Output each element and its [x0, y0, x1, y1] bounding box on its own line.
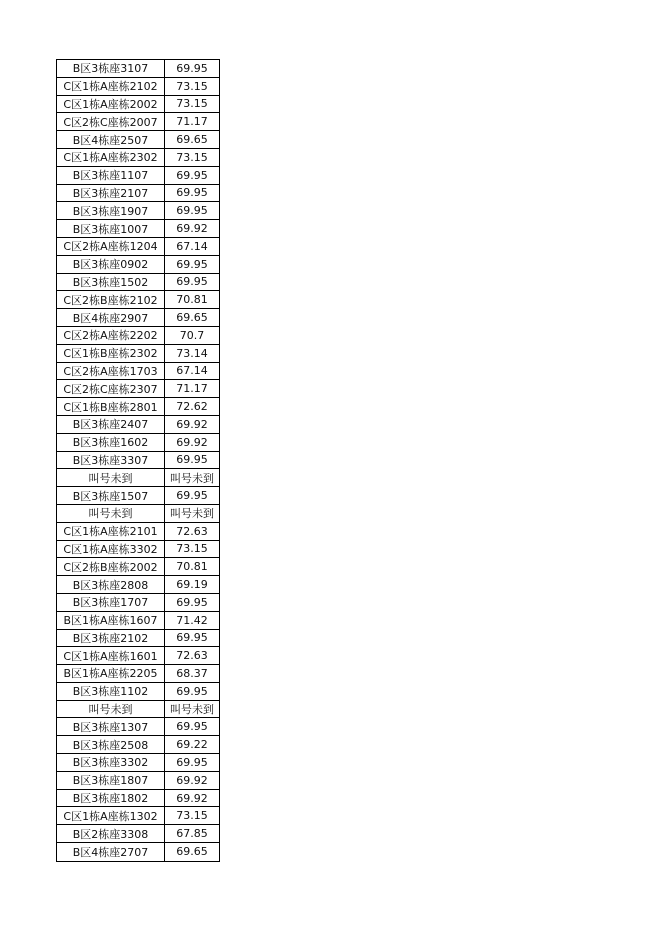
unit-cell[interactable]: C区1栋A座栋2302	[57, 149, 165, 166]
table-row	[57, 96, 219, 114]
unit-cell[interactable]: B区3栋座1807	[57, 772, 165, 789]
unit-cell[interactable]: C区2栋C座栋2307	[57, 380, 165, 397]
value-cell[interactable]: 69.65	[176, 845, 208, 859]
unit-cell[interactable]: B区3栋座2407	[57, 416, 165, 433]
value-cell[interactable]: 73.14	[176, 346, 208, 360]
value-cell[interactable]: 69.65	[176, 311, 208, 325]
value-cell[interactable]: 69.65	[176, 133, 208, 147]
value-cell[interactable]: 69.95	[176, 684, 208, 698]
table-row	[57, 185, 219, 203]
table-row	[57, 718, 219, 736]
unit-cell[interactable]: 叫号未到	[57, 701, 165, 718]
value-cell[interactable]: 69.95	[176, 453, 208, 467]
table-row	[57, 78, 219, 96]
table-row	[57, 790, 219, 808]
table-row	[57, 238, 219, 256]
table-row	[57, 576, 219, 594]
table-row	[57, 60, 219, 78]
table-row	[57, 665, 219, 683]
unit-cell[interactable]: B区3栋座2808	[57, 576, 165, 593]
unit-cell[interactable]: 叫号未到	[57, 469, 165, 486]
value-cell[interactable]: 72.63	[176, 524, 208, 538]
table-row	[57, 541, 219, 559]
table-row	[57, 523, 219, 541]
unit-cell[interactable]: B区1栋A座栋2205	[57, 665, 165, 682]
value-cell[interactable]: 叫号未到	[170, 703, 214, 717]
value-cell[interactable]: 67.85	[176, 827, 208, 841]
table-row	[57, 416, 219, 434]
value-cell[interactable]: 叫号未到	[170, 507, 214, 521]
value-cell[interactable]: 72.62	[176, 400, 208, 414]
value-cell[interactable]: 69.92	[176, 791, 208, 805]
table-row	[57, 469, 219, 487]
table-row	[57, 345, 219, 363]
value-cell[interactable]: 73.15	[176, 97, 208, 111]
unit-cell[interactable]: C区2栋C座栋2007	[57, 113, 165, 130]
value-cell[interactable]: 69.95	[176, 720, 208, 734]
value-cell[interactable]: 73.15	[176, 542, 208, 556]
table-row	[57, 274, 219, 292]
value-cell[interactable]: 73.15	[176, 150, 208, 164]
unit-cell[interactable]: C区2栋A座栋1703	[57, 363, 165, 380]
unit-cell[interactable]: B区3栋座1602	[57, 434, 165, 451]
unit-cell[interactable]: C区2栋A座栋1204	[57, 238, 165, 255]
unit-cell[interactable]: B区3栋座1707	[57, 594, 165, 611]
value-cell[interactable]: 69.95	[176, 275, 208, 289]
unit-cell[interactable]: B区3栋座3302	[57, 754, 165, 771]
value-cell[interactable]: 71.17	[176, 382, 208, 396]
table-row	[57, 149, 219, 167]
unit-cell[interactable]: B区3栋座2102	[57, 630, 165, 647]
table-row	[57, 612, 219, 630]
unit-cell[interactable]: B区3栋座1802	[57, 790, 165, 807]
unit-cell[interactable]: C区2栋B座栋2002	[57, 558, 165, 575]
unit-cell[interactable]: B区2栋座3308	[57, 825, 165, 842]
table-row	[57, 807, 219, 825]
value-cell[interactable]: 69.22	[176, 738, 208, 752]
table-row	[57, 772, 219, 790]
unit-cell[interactable]: C区2栋A座栋2202	[57, 327, 165, 344]
table-row	[57, 754, 219, 772]
value-cell[interactable]: 叫号未到	[170, 471, 214, 485]
value-cell[interactable]: 71.17	[176, 115, 208, 129]
value-cell[interactable]: 69.95	[176, 489, 208, 503]
unit-cell[interactable]: B区3栋座1907	[57, 202, 165, 219]
table-row	[57, 291, 219, 309]
value-cell[interactable]: 69.95	[176, 186, 208, 200]
unit-cell[interactable]: C区2栋B座栋2102	[57, 291, 165, 308]
table-row	[57, 434, 219, 452]
value-cell[interactable]: 69.92	[176, 417, 208, 431]
unit-cell[interactable]: B区3栋座1102	[57, 683, 165, 700]
table-row	[57, 452, 219, 470]
value-cell[interactable]: 69.95	[176, 595, 208, 609]
value-cell[interactable]: 69.95	[176, 168, 208, 182]
value-cell[interactable]: 69.92	[176, 435, 208, 449]
table-row	[57, 202, 219, 220]
table-row	[57, 487, 219, 505]
value-cell[interactable]: 70.81	[176, 560, 208, 574]
unit-cell[interactable]: C区1栋A座栋2102	[57, 78, 165, 95]
value-cell[interactable]: 70.81	[176, 293, 208, 307]
value-cell[interactable]: 69.95	[176, 61, 208, 75]
value-cell[interactable]: 72.63	[176, 649, 208, 663]
unit-cell[interactable]: B区3栋座1507	[57, 487, 165, 504]
value-cell[interactable]: 69.92	[176, 773, 208, 787]
table-row	[57, 630, 219, 648]
unit-cell[interactable]: C区1栋A座栋2002	[57, 96, 165, 113]
table-row	[57, 843, 219, 861]
unit-cell[interactable]: B区3栋座1502	[57, 274, 165, 291]
unit-cell[interactable]: B区3栋座1307	[57, 718, 165, 735]
table-row	[57, 309, 219, 327]
unit-cell[interactable]: B区4栋座2507	[57, 131, 165, 148]
table-row	[57, 594, 219, 612]
value-cell[interactable]: 73.15	[176, 809, 208, 823]
value-cell[interactable]: 73.15	[176, 79, 208, 93]
table-row	[57, 825, 219, 843]
table-row	[57, 113, 219, 131]
unit-cell[interactable]: C区1栋A座栋1302	[57, 807, 165, 824]
value-cell[interactable]: 67.14	[176, 239, 208, 253]
table-row	[57, 380, 219, 398]
spreadsheet-table	[56, 59, 220, 862]
unit-cell[interactable]: C区1栋B座栋2302	[57, 345, 165, 362]
table-row	[57, 256, 219, 274]
unit-cell[interactable]: B区3栋座3307	[57, 452, 165, 469]
value-cell[interactable]: 69.19	[176, 578, 208, 591]
unit-cell[interactable]: C区1栋A座栋3302	[57, 541, 165, 558]
unit-cell[interactable]: B区3栋座0902	[57, 256, 165, 273]
table-row	[57, 701, 219, 719]
table-row	[57, 131, 219, 149]
unit-cell[interactable]: B区3栋座3107	[57, 60, 165, 77]
value-cell[interactable]: 69.95	[176, 755, 208, 769]
value-cell[interactable]: 67.14	[176, 364, 208, 378]
unit-cell[interactable]: B区3栋座2508	[57, 736, 165, 753]
unit-cell[interactable]: B区1栋A座栋1607	[57, 612, 165, 629]
table-row	[57, 327, 219, 345]
value-cell[interactable]: 69.95	[176, 204, 208, 218]
unit-cell[interactable]: B区3栋座1107	[57, 167, 165, 184]
unit-cell[interactable]: B区4栋座2907	[57, 309, 165, 326]
unit-cell[interactable]: C区1栋A座栋2101	[57, 523, 165, 540]
unit-cell[interactable]: 叫号未到	[57, 505, 165, 522]
table-row	[57, 398, 219, 416]
value-cell[interactable]: 69.95	[176, 257, 208, 271]
unit-cell[interactable]: B区4栋座2707	[57, 843, 165, 861]
table-row	[57, 558, 219, 576]
table-row	[57, 647, 219, 665]
value-cell[interactable]: 69.92	[176, 222, 208, 236]
value-cell[interactable]: 69.95	[176, 631, 208, 645]
unit-cell[interactable]: B区3栋座1007	[57, 220, 165, 237]
table-row	[57, 683, 219, 701]
unit-cell[interactable]: C区1栋B座栋2801	[57, 398, 165, 415]
value-cell[interactable]: 70.7	[179, 328, 205, 342]
unit-cell[interactable]: B区3栋座2107	[57, 185, 165, 202]
unit-cell[interactable]: C区1栋A座栋1601	[57, 647, 165, 664]
table-row	[57, 736, 219, 754]
table-row	[57, 167, 219, 185]
table-row	[57, 505, 219, 523]
table-row	[57, 220, 219, 238]
value-cell[interactable]: 71.42	[176, 613, 208, 627]
table-row	[57, 363, 219, 381]
value-cell[interactable]: 68.37	[176, 666, 208, 680]
